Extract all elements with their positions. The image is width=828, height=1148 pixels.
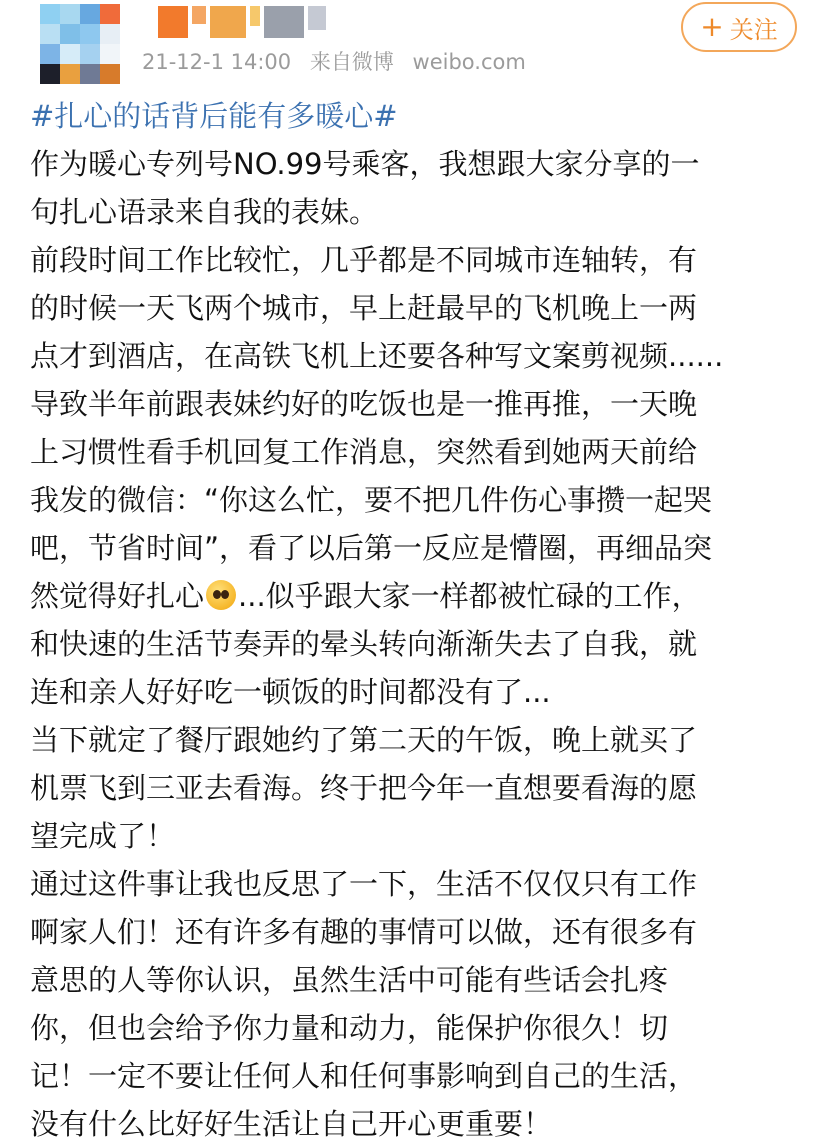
post-text-line: 望完成了！ (30, 819, 176, 853)
avatar-pixel (80, 4, 100, 24)
avatar-pixel (40, 24, 60, 44)
nickname-pixel (158, 6, 188, 38)
post-body (30, 92, 820, 1148)
nickname-pixel (250, 6, 260, 26)
post-text-line (30, 572, 820, 620)
nickname-pixel (308, 6, 326, 30)
avatar-pixel (80, 64, 100, 84)
follow-label: 关注 (729, 15, 778, 44)
avatar-pixel (100, 4, 120, 24)
post-text-line: 导致半年前跟表妹约好的吃饭也是一推再推，一天晚 (30, 387, 698, 421)
follow-button[interactable] (681, 2, 797, 52)
plus-icon: + (700, 10, 724, 43)
pleading-face-emoji-icon (206, 580, 236, 610)
post-text-line: 连和亲人好好吃一顿饭的时间都没有了... (30, 675, 551, 709)
post-text-line: 和快速的生活节奏弄的晕头转向渐渐失去了自我，就 (30, 627, 698, 661)
post-text-segment: 然觉得好扎心 (30, 579, 205, 613)
avatar-pixel (60, 4, 80, 24)
post-text-line: 当下就定了餐厅跟她约了第二天的午饭，晚上就买了 (30, 723, 698, 757)
avatar-pixel (40, 64, 60, 84)
source-label: 来自微博 (309, 50, 394, 74)
post-text-line: 作为暖心专列号NO.99号乘客，我想跟大家分享的一 (30, 147, 700, 181)
site-label: weibo.com (412, 50, 526, 74)
post-text-line: 上习惯性看手机回复工作消息，突然看到她两天前给 (30, 435, 698, 469)
avatar-pixel (40, 4, 60, 24)
avatar-pixel (100, 44, 120, 64)
post-text-line: 的时候一天飞两个城市，早上赶最早的飞机晚上一两 (30, 291, 698, 325)
post-text-line: 记！一定不要让任何人和任何事影响到自己的生活， (30, 1059, 698, 1093)
post-text-line: 你，但也会给予你力量和动力，能保护你很久！切 (30, 1011, 669, 1045)
avatar-pixel (60, 64, 80, 84)
nickname-pixel (210, 6, 246, 38)
post-text-line: 点才到酒店，在高铁飞机上还要各种写文案剪视频...... (30, 339, 724, 373)
avatar-pixel (40, 44, 60, 64)
avatar-pixel (60, 44, 80, 64)
nickname-pixel (192, 6, 206, 24)
post-text-segment: ...似乎跟大家一样都被忙碌的工作， (238, 579, 701, 613)
timestamp: 21-12-1 14:00 (142, 50, 292, 74)
post-text-line: 吧，节省时间”，看了以后第一反应是懵圈，再细品突 (30, 531, 713, 565)
nickname-pixel (264, 6, 304, 38)
avatar-pixel (100, 24, 120, 44)
post-text-line: 我发的微信：“你这么忙，要不把几件伤心事攒一起哭 (30, 483, 713, 517)
post-text-line: 前段时间工作比较忙，几乎都是不同城市连轴转，有 (30, 243, 698, 277)
avatar-pixel (80, 24, 100, 44)
hashtag-link[interactable]: #扎心的话背后能有多暖心# (30, 99, 398, 133)
avatar-pixel (100, 64, 120, 84)
post-text-line: 通过这件事让我也反思了一下，生活不仅仅只有工作 (30, 867, 698, 901)
post-text-line: 没有什么比好好生活让自己开心更重要！ (30, 1107, 553, 1141)
avatar-pixel (80, 44, 100, 64)
avatar[interactable] (40, 4, 120, 84)
post-text-line: 啊家人们！还有许多有趣的事情可以做，还有很多有 (30, 915, 698, 949)
post-text-line: 句扎心语录来自我的表妹。 (30, 195, 379, 229)
post-text-line: 机票飞到三亚去看海。终于把今年一直想要看海的愿 (30, 771, 698, 805)
avatar-pixel (60, 24, 80, 44)
nickname-pixelated[interactable] (158, 6, 326, 38)
post-text-line: 意思的人等你认识，虽然生活中可能有些话会扎疼 (30, 963, 669, 997)
post-meta (142, 46, 538, 76)
